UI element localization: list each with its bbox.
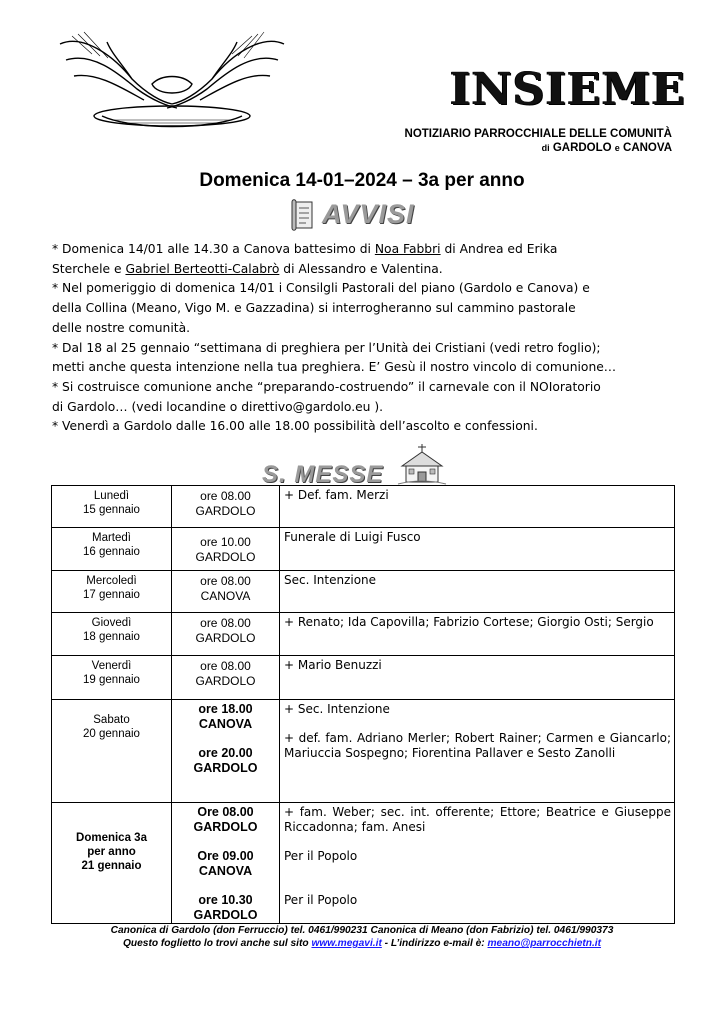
table-row (52, 700, 675, 803)
mass-place: GARDOLO (195, 631, 256, 645)
mass-place: GARDOLO (195, 550, 256, 564)
mass-time: Ore 08.00 (197, 805, 254, 819)
time-cell (172, 571, 280, 613)
intention-text: + def. fam. Adriano Merler; Robert Rainer; Carmen e Giancarlo; Mariuccia Sospegno; Fiorentina Pallaver e Sesto Zanolli (284, 731, 671, 760)
mass-place: GARDOLO (195, 504, 256, 518)
time-cell (172, 486, 280, 528)
hands-illustration (52, 24, 292, 134)
mass-place: CANOVA (200, 589, 251, 603)
mass-time: ore 10.30 (198, 893, 253, 907)
mass-time: ore 08.00 (200, 574, 251, 588)
avvisi-label: AVVISI (322, 199, 415, 229)
day-name: Giovedì (91, 617, 132, 629)
subtitle-canova: CANOVA (623, 142, 672, 154)
notice-line: * Nel pomeriggio di domenica 14/01 i Consilgli Pastorali del piano (Gardolo e Canova) e (52, 281, 590, 296)
notices-block (52, 240, 682, 437)
day-date: 19 gennaio (83, 674, 140, 686)
notice-line: metti anche questa intenzione nella tua preghiera. E’ Gesù il nostro vincolo di comunione… (52, 360, 617, 375)
notice-text: di Andrea ed Erika (440, 242, 558, 256)
time-cell (172, 656, 280, 700)
day-date: 21 gennaio (81, 860, 142, 872)
website-link[interactable]: www.megavi.it (311, 938, 382, 949)
footer-links (0, 938, 724, 949)
mass-place: CANOVA (198, 717, 253, 731)
day-sub: per anno (87, 846, 136, 858)
table-row (52, 486, 675, 528)
day-cell (52, 656, 172, 700)
notice-text: * Domenica 14/01 alle 14.30 a Canova battesimo di (52, 242, 375, 256)
day-name: Lunedì (93, 490, 130, 502)
notice-line (52, 240, 682, 260)
email-link[interactable]: meano@parrocchietn.it (487, 938, 602, 949)
mass-place: GARDOLO (195, 674, 256, 688)
intention-cell: + Def. fam. Merzi (280, 486, 675, 528)
day-cell (52, 528, 172, 571)
mass-time: ore 08.00 (200, 489, 251, 503)
newsletter-subtitle: NOTIZIARIO PARROCCHIALE DELLE COMUNITÀ (404, 128, 672, 140)
notice-line: della Collina (Meano, Vigo M. e Gazzadina) si interrogheranno sul cammino pastorale (52, 301, 576, 316)
mass-time: ore 10.00 (200, 535, 251, 549)
intention-cell: Funerale di Luigi Fusco (280, 528, 675, 571)
notice-line: * Si costruisce comunione anche “preparando-costruendo” il carnevale con il NOIoratorio (52, 379, 601, 394)
time-cell (172, 528, 280, 571)
time-cell (172, 803, 280, 924)
mass-place: CANOVA (198, 864, 253, 878)
subtitle-e: e (614, 143, 620, 153)
mass-time: ore 08.00 (200, 616, 251, 630)
intention-text: + Sec. Intenzione (284, 702, 390, 716)
day-date: 16 gennaio (83, 546, 140, 558)
table-row (52, 656, 675, 700)
day-date: 18 gennaio (83, 631, 140, 643)
day-name: Domenica 3a (76, 832, 147, 844)
subtitle-gardolo: GARDOLO (552, 142, 612, 154)
intention-text: Per il Popolo (284, 849, 358, 863)
day-date: 17 gennaio (83, 589, 140, 601)
mass-time: ore 18.00 (198, 702, 253, 716)
day-cell (52, 700, 172, 803)
intention-cell (280, 803, 675, 924)
time-cell (172, 613, 280, 656)
footer-text: Questo foglietto lo trovi anche sul sito (122, 938, 312, 949)
day-date: 15 gennaio (83, 504, 140, 516)
day-name: Mercoledì (86, 575, 137, 587)
intention-cell: + Renato; Ida Capovilla; Fabrizio Cortese; Giorgio Osti; Sergio (280, 613, 675, 656)
mass-schedule-table (51, 485, 675, 924)
intention-text: + fam. Weber; sec. int. offerente; Ettore; Beatrice e Giuseppe Riccadonna; fam. Anesi (284, 805, 671, 834)
intention-cell: Sec. Intenzione (280, 571, 675, 613)
footer-contacts: Canonica di Gardolo (don Ferruccio) tel. 0461/990231 Canonica di Meano (don Fabrizio) tel. 0461/990373 (110, 925, 614, 936)
day-name: Martedì (92, 532, 131, 544)
notice-line (52, 260, 682, 280)
mass-place: GARDOLO (193, 761, 258, 775)
page-heading: Domenica 14-01–2024 – 3a per anno (199, 170, 525, 191)
table-row (52, 613, 675, 656)
day-cell (52, 613, 172, 656)
footer-text: - L’indirizzo e-mail è: (381, 938, 488, 949)
time-cell (172, 700, 280, 803)
newsletter-subtitle-places (362, 142, 672, 154)
intention-text: Per il Popolo (284, 893, 358, 907)
mass-time: ore 20.00 (198, 746, 253, 760)
notice-line: * Venerdì a Gardolo dalle 16.00 alle 18.00 possibilità dell’ascolto e confessioni. (52, 419, 538, 434)
table-row (52, 803, 675, 924)
mass-place: GARDOLO (193, 820, 258, 834)
messe-label: S. MESSE (262, 461, 384, 488)
notice-line: * Dal 18 al 25 gennaio “settimana di preghiera per l’Unità dei Cristiani (vedi retro foglio); (52, 340, 601, 355)
mass-time: ore 08.00 (200, 659, 251, 673)
mass-place: GARDOLO (193, 908, 258, 922)
day-name: Venerdì (91, 660, 132, 672)
notice-line: di Gardolo… (vedi locandine o direttivo@gardolo.eu ). (52, 399, 384, 414)
notice-text: Sterchele e (52, 261, 126, 276)
subtitle-di: di (541, 143, 550, 153)
scroll-icon (288, 198, 318, 232)
notice-text: di Alessandro e Valentina. (279, 261, 443, 276)
baptism-name: Gabriel Berteotti-Calabrò (125, 261, 280, 276)
day-cell (52, 803, 172, 924)
day-cell (52, 571, 172, 613)
baptism-name: Noa Fabbri (374, 242, 441, 256)
mass-time: Ore 09.00 (197, 849, 254, 863)
intention-cell: + Mario Benuzzi (280, 656, 675, 700)
newsletter-title: INSIEME (450, 64, 686, 115)
day-cell (52, 486, 172, 528)
table-row (52, 571, 675, 613)
notice-line: delle nostre comunità. (52, 320, 191, 335)
intention-cell (280, 700, 675, 803)
day-date: 20 gennaio (83, 728, 140, 740)
table-row (52, 528, 675, 571)
church-icon (396, 444, 448, 486)
day-name: Sabato (93, 714, 130, 726)
